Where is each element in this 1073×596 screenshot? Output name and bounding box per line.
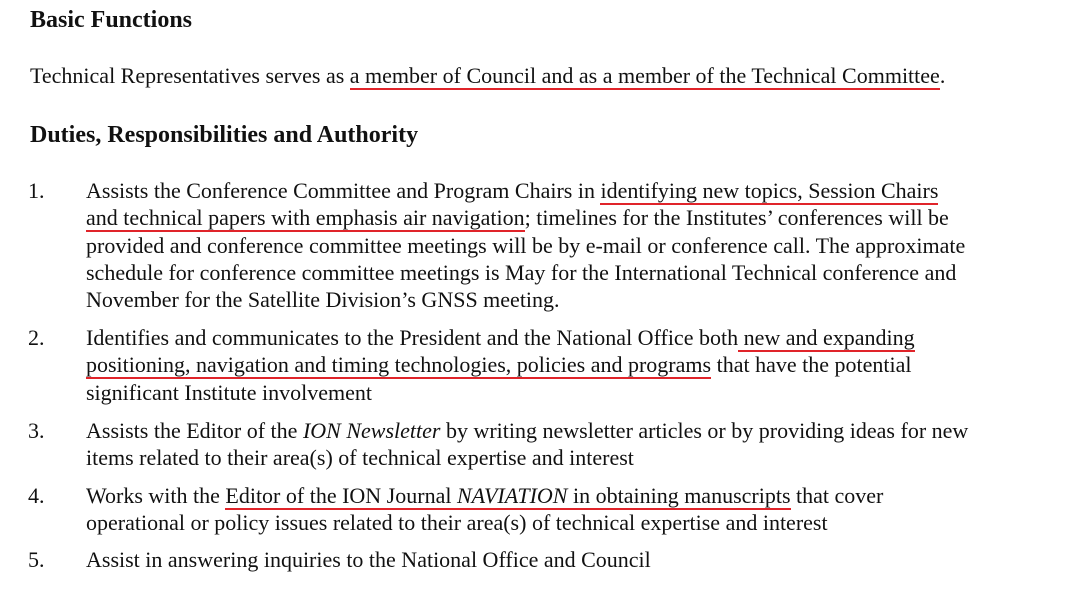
item-text: Editor of the ION Journal xyxy=(225,483,457,508)
list-item-line xyxy=(86,204,1054,231)
item-text: Works with the xyxy=(86,483,226,508)
list-item xyxy=(86,546,1054,573)
list-item-line: items related to their area(s) of technical expertise and interest xyxy=(86,445,634,471)
list-item-line: schedule for conference committee meetings is May for the International Technical conference and xyxy=(86,259,957,285)
journal-title: NAVIATION xyxy=(456,483,568,508)
item-underlined-text xyxy=(225,483,790,510)
list-item-number: 5. xyxy=(28,547,45,572)
item-text: that have the potential xyxy=(711,352,912,378)
list-item-number: 4. xyxy=(28,483,45,508)
newsletter-title: ION Newsletter xyxy=(302,418,441,443)
list-item-line: Assist in answering inquiries to the National Office and Council xyxy=(86,547,651,572)
item-text: Assists the Conference Committee and Program Chairs in xyxy=(86,178,601,203)
list-item-line: November for the Satellite Division’s GNSS meeting. xyxy=(86,287,560,313)
item-text: Identifies and communicates to the President and the National Office both xyxy=(86,325,739,350)
list-item xyxy=(86,417,1054,472)
item-text: ; timelines for the Institutes’ conferences will be xyxy=(524,205,949,231)
list-item-line xyxy=(86,482,1054,509)
list-item-number: 3. xyxy=(28,418,45,443)
basic-underlined-text: a member of Council and as a member of the Technical Committee xyxy=(349,63,940,88)
list-item-line xyxy=(86,177,1054,204)
basic-text-before: Technical Representatives serves as xyxy=(30,63,350,88)
basic-functions-heading: Basic Functions xyxy=(30,7,193,33)
list-item-number: 2. xyxy=(28,325,45,350)
item-text: Assists the Editor of the xyxy=(86,418,303,443)
list-item xyxy=(86,177,1054,313)
item-underlined-text: and technical papers with emphasis air navigation xyxy=(86,205,525,231)
list-item-line xyxy=(86,417,1054,444)
item-underlined-text: positioning, navigation and timing technologies, policies and programs xyxy=(86,352,712,378)
list-item-number: 1. xyxy=(28,178,45,203)
list-item xyxy=(86,482,1054,537)
item-text: in obtaining manuscripts xyxy=(567,483,791,508)
list-item xyxy=(86,324,1054,406)
list-item-line: provided and conference committee meetings will be by e-mail or conference call. The approximate xyxy=(86,232,966,258)
list-item-line: significant Institute involvement xyxy=(86,379,372,405)
item-underlined-text: identifying new topics, Session Chairs xyxy=(600,178,939,203)
item-text: by writing newsletter articles or by providing ideas for new xyxy=(440,418,969,443)
list-item-line xyxy=(86,351,1054,378)
basic-text-after: . xyxy=(939,63,946,88)
item-text: that cover xyxy=(790,483,884,508)
duties-heading: Duties, Responsibilities and Authority xyxy=(30,122,419,148)
basic-functions-paragraph xyxy=(30,62,945,90)
list-item-line xyxy=(86,324,1054,351)
list-item-line: operational or policy issues related to their area(s) of technical expertise and interest xyxy=(86,510,828,536)
item-underlined-text: new and expanding xyxy=(738,325,915,350)
